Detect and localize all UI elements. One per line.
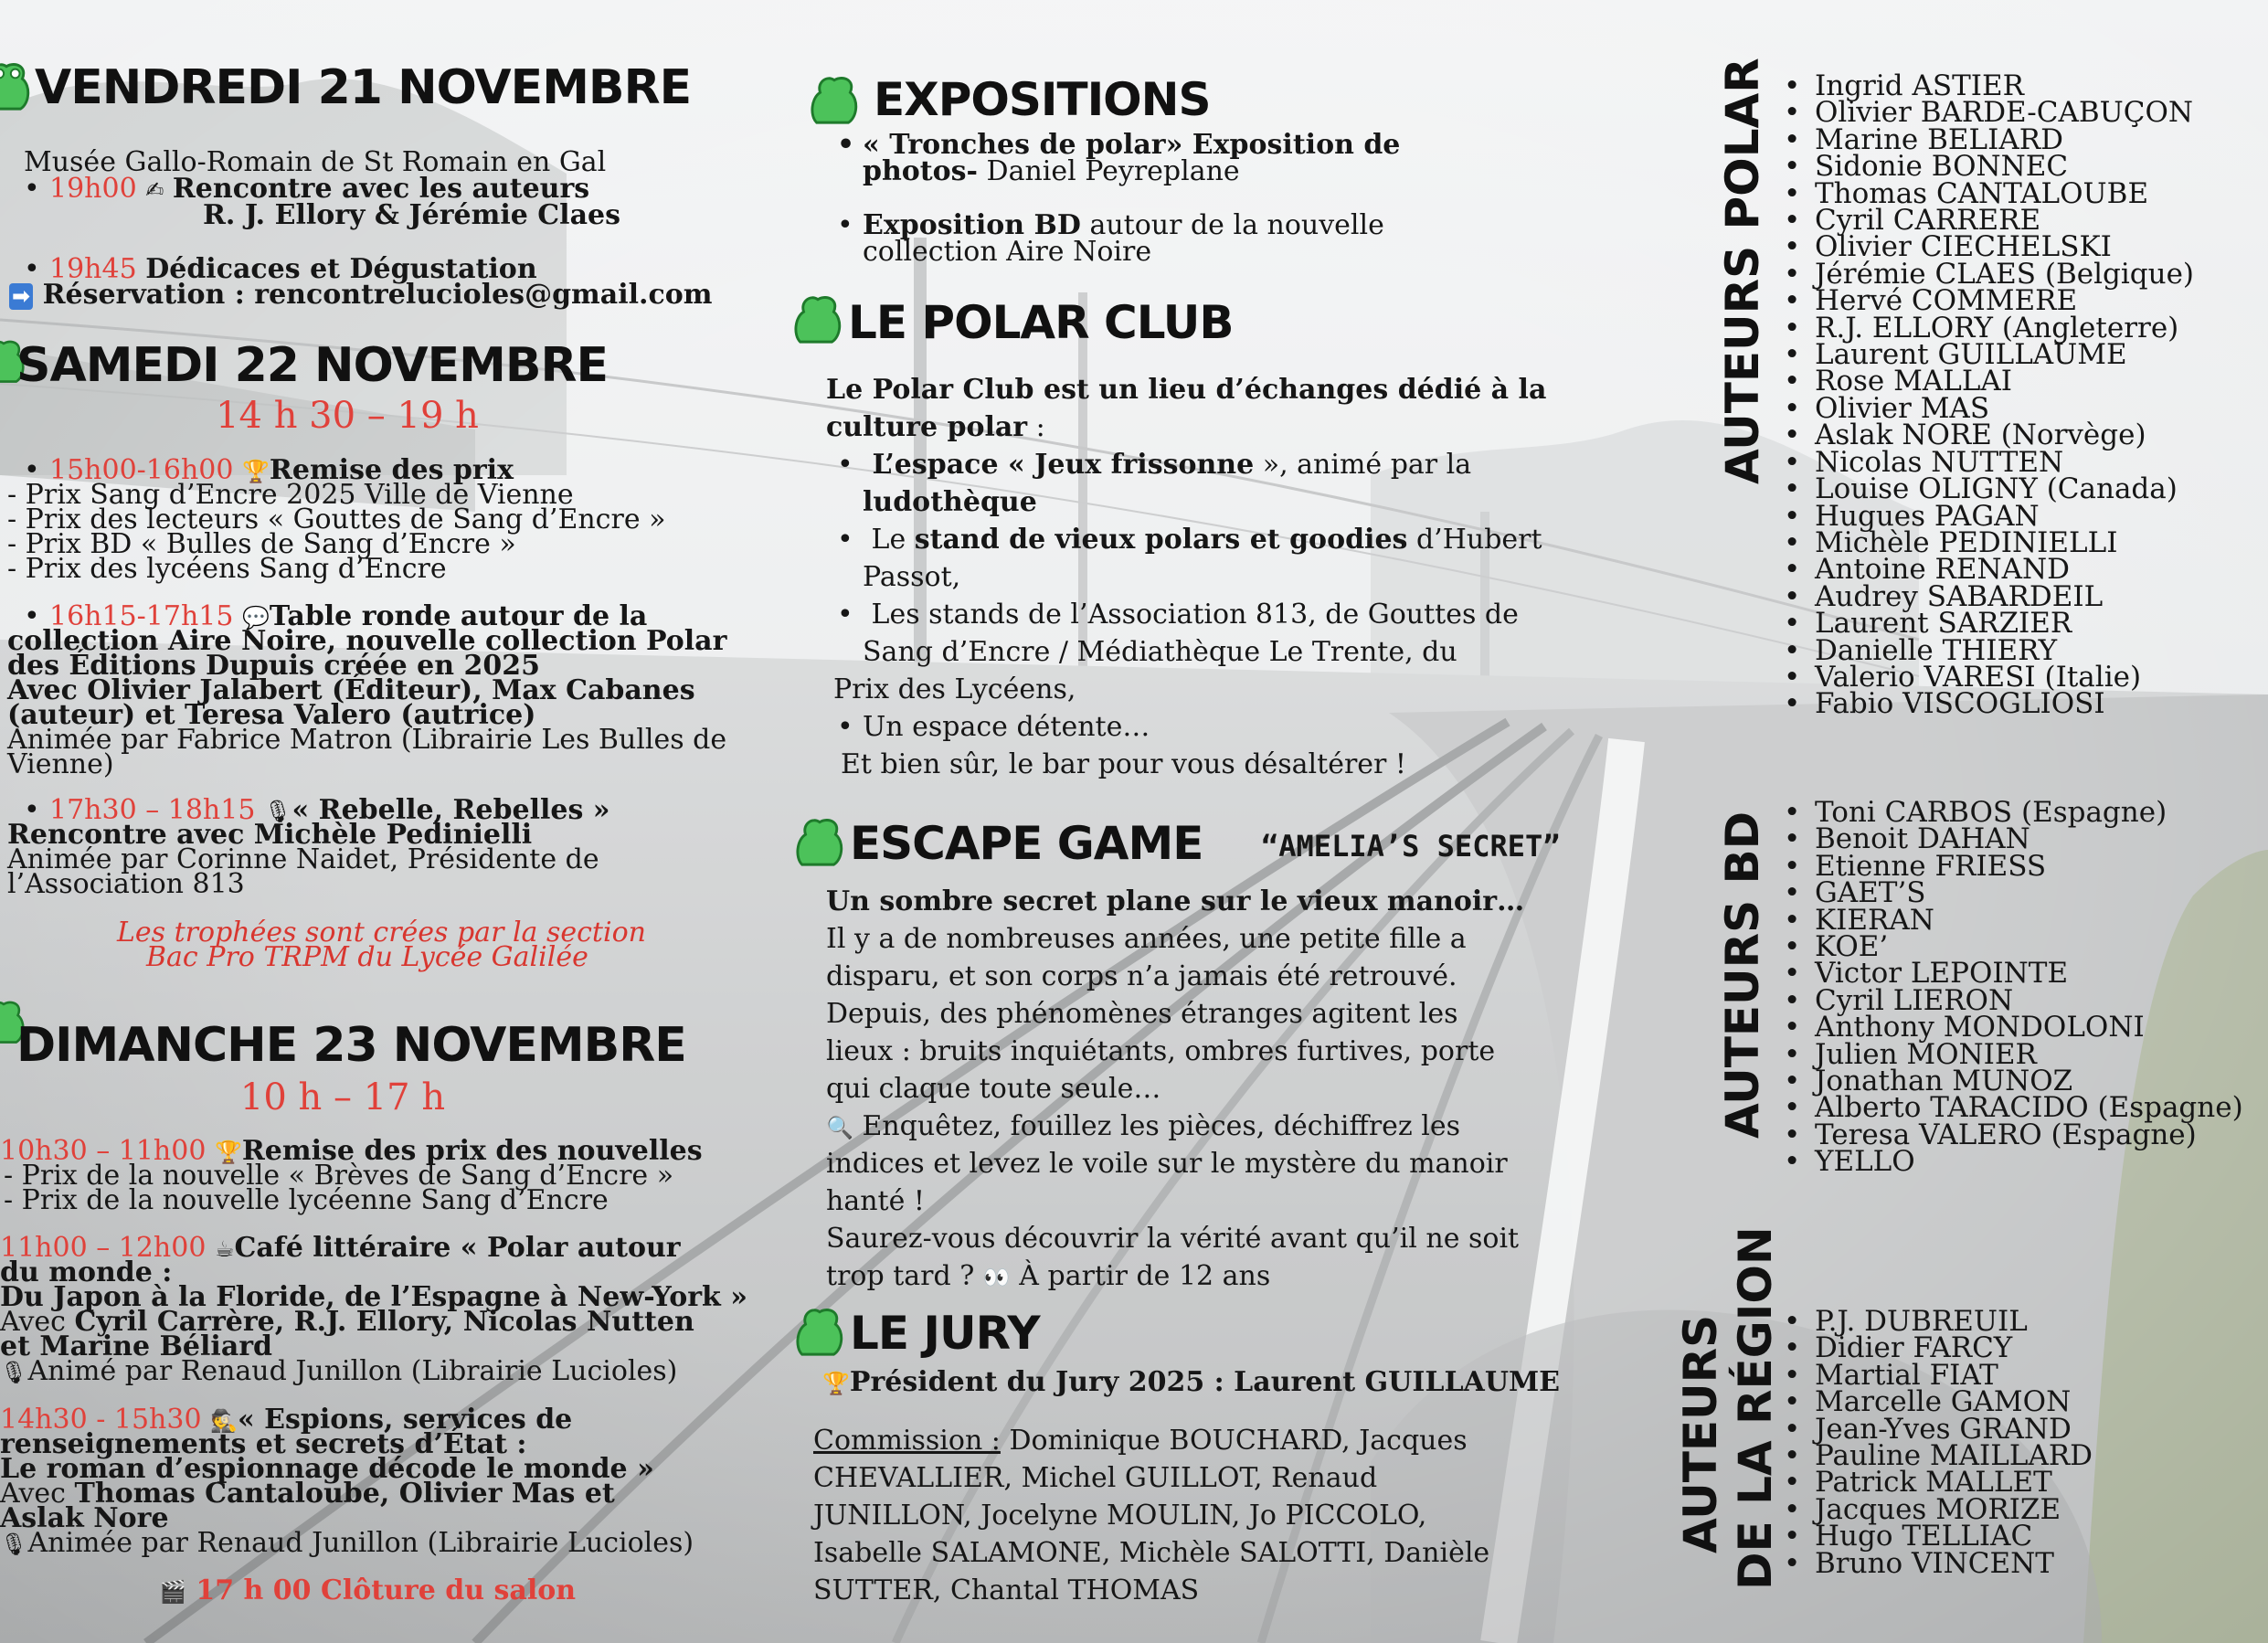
author-name: • Michèle PEDINIELLI bbox=[1784, 530, 2194, 556]
magnifier-icon: 🔍 bbox=[826, 1115, 853, 1140]
item-bold: L’espace « Jeux frissonne bbox=[863, 449, 1255, 481]
event-time: 10h30 – 11h00 bbox=[0, 1135, 207, 1167]
event-time: 19h45 bbox=[49, 253, 137, 285]
author-name: • GAET’S bbox=[1784, 880, 2243, 906]
authors-column bbox=[1627, 0, 2268, 1643]
author-name: • Julien MONIER bbox=[1784, 1042, 2243, 1068]
polar-club-intro: Le Polar Club est un lieu d’échanges dédié à la bbox=[826, 374, 1547, 406]
frog-icon bbox=[808, 71, 861, 132]
author-name: • Fabio VISCOGLIOSI bbox=[1784, 691, 2194, 717]
author-name: • Ingrid ASTIER bbox=[1784, 73, 2194, 100]
expo-item-2-line2: collection Aire Noire bbox=[863, 236, 1152, 268]
author-name: • Didier FARCY bbox=[1784, 1335, 2093, 1362]
expo-item-1-author: Daniel Peyreplane bbox=[978, 155, 1240, 187]
escape-p3-text: Enquêtez, fouillez les pièces, déchiffrez les bbox=[862, 1110, 1461, 1142]
commission-label: Commission : bbox=[813, 1425, 1001, 1457]
item-text: Les stands de l’Association 813, de Gouttes de bbox=[863, 599, 1519, 631]
event-time: 19h00 bbox=[49, 173, 137, 205]
avec-label: Avec bbox=[0, 1478, 75, 1510]
guest-names: Cyril Carrère, R.J. Ellory, Nicolas Nutten bbox=[74, 1306, 694, 1338]
samedi-event-2-anim: Vienne) bbox=[7, 748, 114, 780]
section-title-expositions: EXPOSITIONS bbox=[874, 73, 1211, 126]
event-title: Dédicaces et Dégustation bbox=[145, 253, 537, 285]
closing-text: 17 h 00 Clôture du salon bbox=[196, 1574, 577, 1606]
author-name: • Olivier CIECHELSKI bbox=[1784, 234, 2194, 260]
dimanche-event-3-anim bbox=[0, 1527, 694, 1559]
escape-p4: Saurez-vous découvrir la vérité avant qu’il ne soit bbox=[826, 1223, 1520, 1255]
escape-game-subtitle: “AMELIA’S SECRET” bbox=[1261, 829, 1561, 864]
frog-icon bbox=[793, 813, 846, 874]
trophy-icon: 🏆 bbox=[242, 459, 270, 484]
section-title-polar-club: LE POLAR CLUB bbox=[848, 296, 1234, 349]
author-name: • Danielle THIERY bbox=[1784, 638, 2194, 664]
item-text: », animé par la bbox=[1254, 449, 1472, 481]
expo-item-1-title: « Tronches de polar» Exposition de bbox=[863, 129, 1401, 161]
frog-icon bbox=[0, 57, 33, 119]
samedi-event-3-anim: Animée par Corinne Naidet, Présidente de bbox=[7, 843, 599, 875]
dimanche-event-2-line: Du Japon à la Floride, de l’Espagne à New-York » bbox=[0, 1281, 747, 1313]
polar-club-item-4 bbox=[837, 708, 1150, 746]
authors-polar-list bbox=[1784, 69, 2195, 721]
jury-commission-line: JUNILLON, Jocelyne MOULIN, Jo PICCOLO, bbox=[813, 1500, 1427, 1532]
item-text: Un espace détente… bbox=[863, 711, 1150, 743]
polar-club-item-1 bbox=[837, 446, 1471, 483]
escape-lead: Un sombre secret plane sur le vieux manoir… bbox=[826, 885, 1525, 917]
author-name: • Aslak NORE (Norvège) bbox=[1784, 422, 2194, 449]
event-title: « Espions, services de bbox=[237, 1404, 573, 1436]
samedi-prize-4: - Prix des lycéens Sang d’Encre bbox=[7, 553, 447, 585]
author-name: • Etienne FRIESS bbox=[1784, 853, 2243, 880]
section-title-jury: LE JURY bbox=[850, 1307, 1040, 1360]
avec-label: Avec bbox=[0, 1306, 75, 1338]
author-name: • Pauline MAILLARD bbox=[1784, 1443, 2093, 1469]
polar-club-outro: Et bien sûr, le bar pour vous désaltérer ! bbox=[841, 748, 1406, 780]
authors-region-list bbox=[1784, 1305, 2093, 1580]
author-name: • R.J. ELLORY (Angleterre) bbox=[1784, 315, 2194, 342]
polar-club-item-2-line2: Passot, bbox=[863, 561, 961, 593]
author-name: • Laurent SARZIER bbox=[1784, 610, 2194, 637]
program-column bbox=[0, 0, 804, 1643]
authors-region-title-1: AUTEURS bbox=[1674, 1314, 1727, 1553]
anim-text: Animée par Renaud Junillon (Librairie Lucioles) bbox=[27, 1527, 694, 1559]
author-name: • Benoit DAHAN bbox=[1784, 826, 2243, 853]
author-name: • Alberto TARACIDO (Espagne) bbox=[1784, 1095, 2243, 1121]
author-name: • Valerio VARESI (Italie) bbox=[1784, 664, 2194, 691]
dimanche-event-3-line: Le roman d’espionnage décode le monde » bbox=[0, 1453, 654, 1485]
author-name: • Anthony MONDOLONI bbox=[1784, 1014, 2243, 1041]
author-name: • YELLO bbox=[1784, 1149, 2243, 1175]
trophy-note: Bac Pro TRPM du Lycée Galilée bbox=[146, 941, 588, 973]
event-time: 17h30 – 18h15 bbox=[49, 794, 256, 826]
item-bold: stand de vieux polars et goodies bbox=[914, 524, 1408, 556]
author-name: • Hugues PAGAN bbox=[1784, 504, 2194, 530]
polar-club-intro-line2 bbox=[826, 408, 1045, 446]
author-name: • Laurent GUILLAUME bbox=[1784, 342, 2194, 368]
escape-p4-text: trop tard ? bbox=[826, 1260, 975, 1292]
expo-item-2 bbox=[837, 209, 1384, 241]
microphone-icon: 🎙 bbox=[263, 799, 292, 824]
event-title: Café littéraire « Polar autour bbox=[234, 1232, 681, 1264]
dimanche-prize: - Prix de la nouvelle lycéenne Sang d’Encre bbox=[4, 1184, 609, 1216]
clapper-icon: 🎬 bbox=[159, 1579, 186, 1605]
authors-region-title-2: DE LA RÉGION bbox=[1729, 1226, 1782, 1590]
escape-p4-end bbox=[826, 1257, 1270, 1297]
day-title-vendredi: VENDREDI 21 NOVEMBRE bbox=[35, 60, 692, 115]
speech-bubble-icon: 💬 bbox=[242, 605, 270, 631]
author-name: • Audrey SABARDEIL bbox=[1784, 584, 2194, 610]
expo-item-1-line2 bbox=[863, 155, 1240, 187]
author-name: • Jacques MORIZE bbox=[1784, 1497, 2093, 1523]
trophy-icon: 🏆 bbox=[214, 1140, 242, 1165]
author-name: • Patrick MALLET bbox=[1784, 1469, 2093, 1496]
author-name: • Jonathan MUNOZ bbox=[1784, 1068, 2243, 1095]
author-name: • Victor LEPOINTE bbox=[1784, 960, 2243, 987]
samedi-hours: 14 h 30 – 19 h bbox=[216, 395, 479, 437]
samedi-prize-1: - Prix Sang d’Encre 2025 Ville de Vienne bbox=[7, 479, 574, 511]
expo-item-2-title: Exposition BD bbox=[863, 209, 1081, 241]
intro-bold: culture polar bbox=[826, 411, 1028, 443]
escape-p2: qui claque toute seule… bbox=[826, 1073, 1161, 1105]
author-name: • Jérémie CLAES (Belgique) bbox=[1784, 261, 2194, 288]
samedi-prize-2: - Prix des lecteurs « Gouttes de Sang d’Encre » bbox=[7, 504, 666, 535]
escape-p2: lieux : bruits inquiétants, ombres furtives, porte bbox=[826, 1035, 1496, 1067]
event-title: Rencontre avec les auteurs bbox=[172, 173, 590, 205]
samedi-event-3-anim: l’Association 813 bbox=[7, 868, 245, 900]
samedi-event-3-line: Rencontre avec Michèle Pedinielli bbox=[7, 819, 533, 851]
authors-polar-title: AUTEURS POLAR bbox=[1716, 58, 1769, 484]
escape-p2: Depuis, des phénomènes étranges agitent les bbox=[826, 998, 1458, 1030]
author-name: • Bruno VINCENT bbox=[1784, 1551, 2093, 1577]
vendredi-reservation bbox=[9, 281, 712, 310]
dimanche-event-3-line: renseignements et secrets d’État : bbox=[0, 1428, 527, 1460]
event-title: Table ronde autour de la bbox=[269, 600, 648, 632]
author-name: • Nicolas NUTTEN bbox=[1784, 450, 2194, 476]
authors-bd-list bbox=[1784, 796, 2243, 1179]
event-time: 14h30 - 15h30 bbox=[0, 1404, 202, 1436]
polar-club-item-3 bbox=[837, 596, 1519, 633]
commission-text: Dominique BOUCHARD, Jacques bbox=[1000, 1425, 1468, 1457]
author-name: • Rose MALLAI bbox=[1784, 368, 2194, 395]
polar-club-item-1-line2: ludothèque bbox=[863, 486, 1037, 518]
samedi-event-2-line: (auteur) et Teresa Valero (autrice) bbox=[7, 699, 536, 731]
dimanche-hours: 10 h – 17 h bbox=[239, 1076, 446, 1118]
author-name: • Antoine RENAND bbox=[1784, 556, 2194, 583]
event-title: « Rebelle, Rebelles » bbox=[291, 794, 610, 826]
jury-president bbox=[822, 1366, 1561, 1398]
section-title-escape-game: ESCAPE GAME bbox=[850, 817, 1203, 870]
author-name: • P.J. DUBREUIL bbox=[1784, 1309, 2093, 1335]
jury-commission-line: SUTTER, Chantal THOMAS bbox=[813, 1574, 1200, 1606]
microphone-icon: 🎙 bbox=[0, 1360, 28, 1385]
dimanche-prize: - Prix de la nouvelle « Brèves de Sang d’Encre » bbox=[4, 1160, 674, 1192]
dimanche-event-3-guests: Aslak Nore bbox=[0, 1502, 169, 1534]
escape-p3: hanté ! bbox=[826, 1185, 925, 1217]
expo-item-1 bbox=[837, 129, 1401, 161]
day-title-dimanche: DIMANCHE 23 NOVEMBRE bbox=[16, 1018, 686, 1073]
spy-icon: 🕵 bbox=[210, 1408, 238, 1434]
jury-commission-line: Isabelle SALAMONE, Michèle SALOTTI, Danièle bbox=[813, 1537, 1490, 1569]
author-name: • KIERAN bbox=[1784, 907, 2243, 934]
author-name: • Hugo TELLIAC bbox=[1784, 1523, 2093, 1550]
event-title: Remise des prix bbox=[269, 454, 514, 486]
escape-p3 bbox=[826, 1108, 1460, 1147]
escape-p1: Il y a de nombreuses années, une petite fille a bbox=[826, 923, 1467, 955]
jury-commission bbox=[813, 1422, 1468, 1459]
author-name: • Hervé COMMERE bbox=[1784, 288, 2194, 314]
day-title-samedi: SAMEDI 22 NOVEMBRE bbox=[16, 338, 609, 393]
escape-p1: disparu, et son corps n’a jamais été retrouvé. bbox=[826, 960, 1457, 992]
author-name: • Teresa VALERO (Espagne) bbox=[1784, 1122, 2243, 1149]
author-name: • Sidonie BONNEC bbox=[1784, 154, 2194, 180]
president-text: Président du Jury 2025 : Laurent GUILLAUME bbox=[849, 1366, 1561, 1398]
dimanche-event-2-anim bbox=[0, 1355, 678, 1387]
reservation-text: Réservation : rencontrelucioles@gmail.com bbox=[42, 279, 713, 311]
guest-names: Thomas Cantaloube, Olivier Mas et bbox=[74, 1478, 615, 1510]
polar-club-item-3-line3: Prix des Lycéens, bbox=[833, 673, 1076, 705]
dimanche-event-2-line: du monde : bbox=[0, 1256, 173, 1288]
event-time: 16h15-17h15 bbox=[49, 600, 234, 632]
anim-text: Animé par Renaud Junillon (Librairie Lucioles) bbox=[27, 1355, 678, 1387]
author-name: • Louise OLIGNY (Canada) bbox=[1784, 476, 2194, 503]
expo-item-1-photos: photos- bbox=[863, 155, 979, 187]
closing bbox=[159, 1574, 577, 1606]
item-pre: Le bbox=[863, 524, 915, 556]
author-name: • Cyril LIERON bbox=[1784, 988, 2243, 1014]
pen-icon: ✍ bbox=[145, 177, 164, 203]
trophy-note: Les trophées sont crées par la section bbox=[117, 917, 646, 949]
author-name: • Toni CARBOS (Espagne) bbox=[1784, 800, 2243, 826]
author-name: • Olivier MAS bbox=[1784, 396, 2194, 422]
vendredi-place: Musée Gallo-Romain de St Romain en Gal bbox=[24, 146, 607, 178]
intro-colon: : bbox=[1027, 411, 1045, 443]
author-name: • KOE’ bbox=[1784, 934, 2243, 960]
author-name: • Marine BELIARD bbox=[1784, 127, 2194, 154]
samedi-prize-3: - Prix BD « Bulles de Sang d’Encre » bbox=[7, 528, 516, 560]
microphone-icon: 🎙 bbox=[0, 1532, 28, 1557]
escape-p3: indices et levez le voile sur le mystère du manoir bbox=[826, 1148, 1508, 1180]
item-text: d’Hubert bbox=[1407, 524, 1542, 556]
event-time: 15h00-16h00 bbox=[49, 454, 234, 486]
samedi-event-2-line: des Éditions Dupuis créée en 2025 bbox=[7, 650, 541, 682]
age-text: À partir de 12 ans bbox=[1019, 1260, 1271, 1292]
authors-bd-title: AUTEURS BD bbox=[1716, 811, 1769, 1139]
frog-icon bbox=[791, 291, 844, 351]
vendredi-event-1-names: R. J. Ellory & Jérémie Claes bbox=[203, 199, 620, 231]
frog-icon bbox=[793, 1303, 846, 1363]
author-name: • Marcelle GAMON bbox=[1784, 1389, 2093, 1415]
event-title: Remise des prix des nouvelles bbox=[241, 1135, 703, 1167]
author-name: • Olivier BARDE-CABUÇON bbox=[1784, 100, 2194, 126]
samedi-event-2-line: collection Aire Noire, nouvelle collection Polar bbox=[7, 625, 727, 657]
samedi-event-2-anim: Animée par Fabrice Matron (Librairie Les Bulles de bbox=[7, 724, 727, 756]
dimanche-event-2-guests: et Marine Béliard bbox=[0, 1330, 273, 1362]
expo-item-2-text: autour de la nouvelle bbox=[1080, 209, 1384, 241]
author-name: • Martial FIAT bbox=[1784, 1362, 2093, 1389]
samedi-event-2-line: Avec Olivier Jalabert (Éditeur), Max Cabanes bbox=[7, 674, 695, 706]
coffee-icon: ☕ bbox=[214, 1236, 235, 1262]
eyes-icon: 👀 bbox=[982, 1265, 1011, 1290]
polar-club-item-2 bbox=[837, 521, 1542, 558]
activities-column bbox=[786, 0, 1561, 1643]
trophy-icon: 🏆 bbox=[822, 1371, 850, 1396]
author-name: • Thomas CANTALOUBE bbox=[1784, 181, 2194, 207]
author-name: • Jean-Yves GRAND bbox=[1784, 1416, 2093, 1443]
polar-club-item-3-line2: Sang d’Encre / Médiathèque Le Trente, du bbox=[863, 636, 1457, 668]
author-name: • Cyril CARRERE bbox=[1784, 207, 2194, 234]
event-time: 11h00 – 12h00 bbox=[0, 1232, 207, 1264]
jury-commission-line: CHEVALLIER, Michel GUILLOT, Renaud bbox=[813, 1462, 1378, 1494]
arrow-right-icon: ➡ bbox=[9, 283, 33, 310]
